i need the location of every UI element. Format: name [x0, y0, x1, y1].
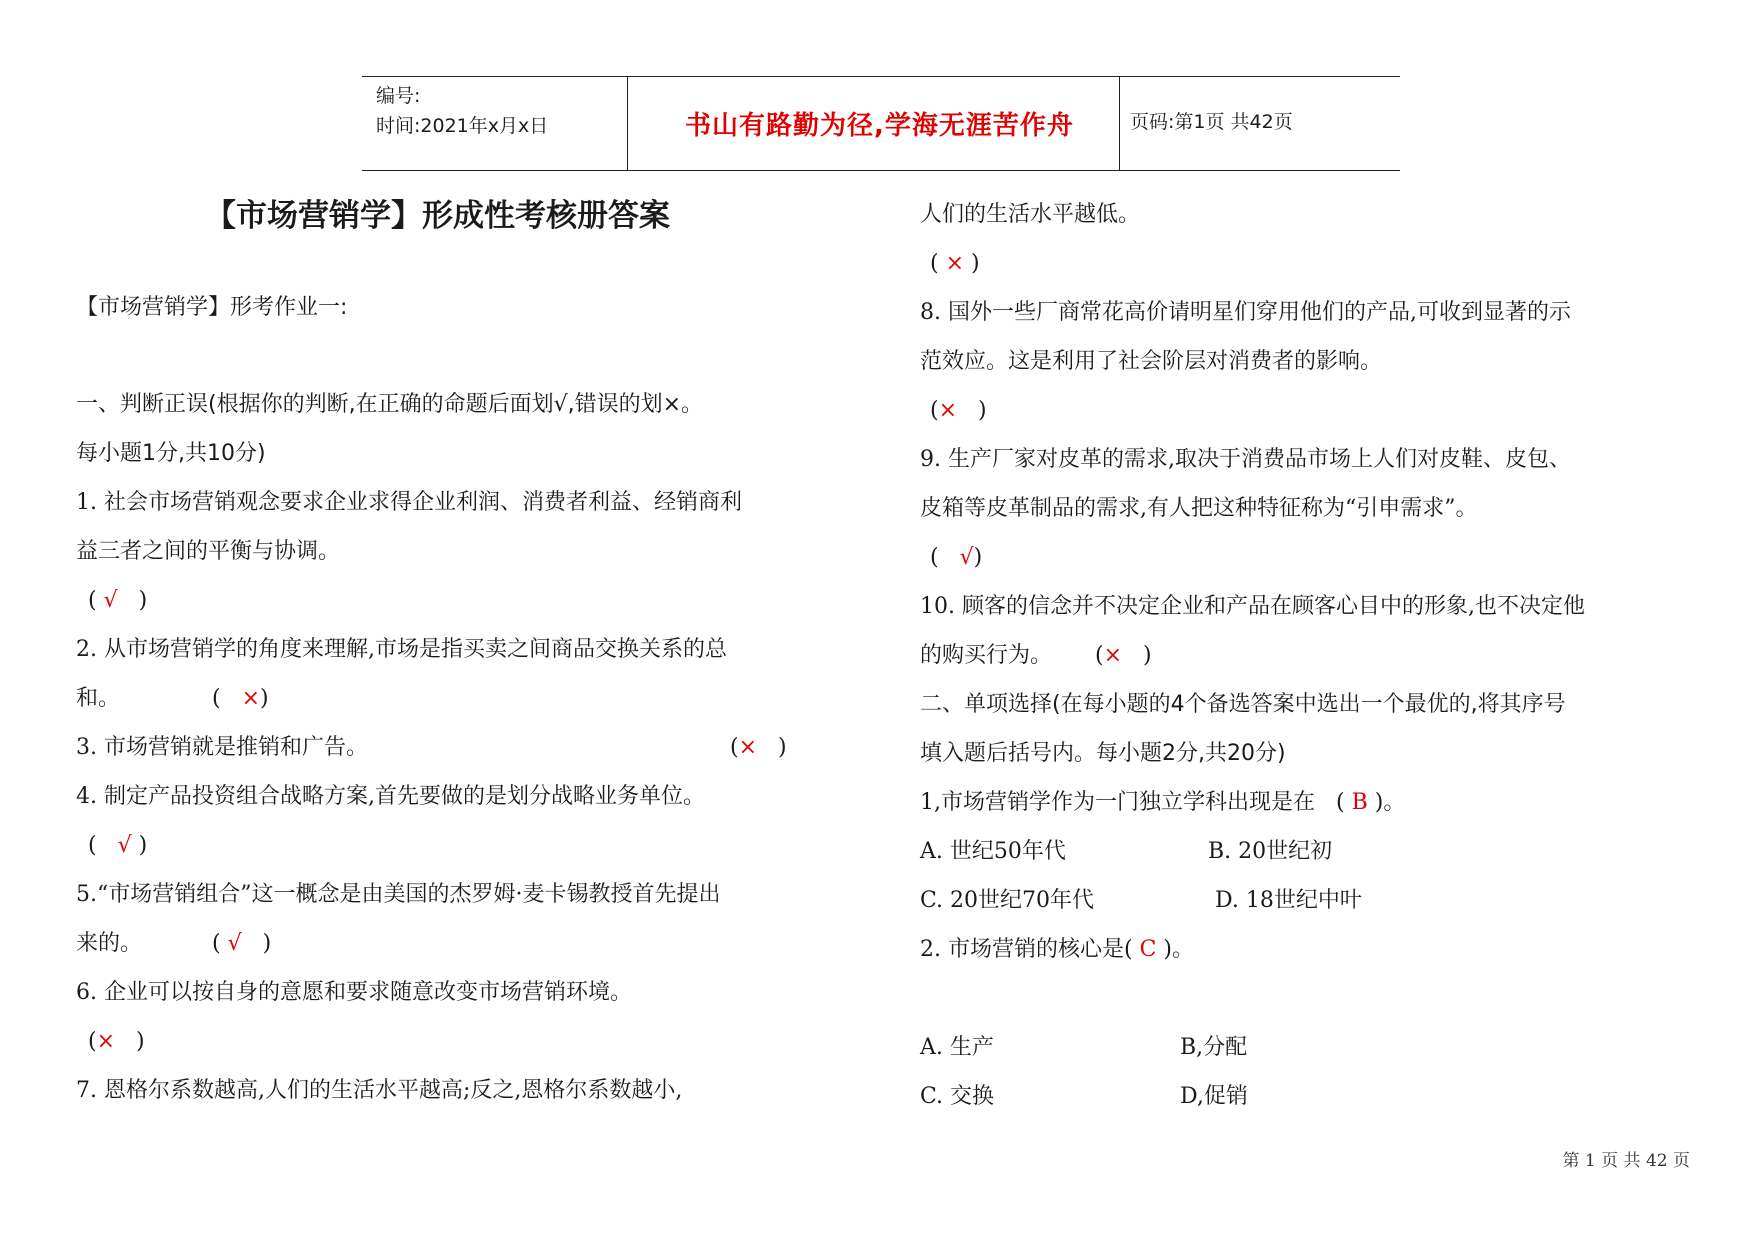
cross-mark: ×: [938, 398, 958, 423]
tf-answer-4: ( √ ): [88, 833, 148, 858]
tf-question-3: 3. 市场营销就是推销和广告。: [76, 735, 368, 760]
check-mark: √: [103, 588, 118, 613]
tf-question-9-cont: 皮箱等皮革制品的需求,有人把这种特征称为“引申需求”。: [920, 496, 1478, 521]
section2-heading-cont: 填入题后括号内。每小题2分,共20分): [920, 741, 1286, 766]
tf-question-10-cont: 的购买行为。: [920, 643, 1053, 668]
cross-mark: ×: [738, 735, 758, 760]
mc-answer-1: B: [1351, 790, 1368, 815]
tf-question-9: 9. 生产厂家对皮革的需求,取决于消费品市场上人们对皮鞋、皮包、: [920, 447, 1571, 472]
check-mark: √: [959, 545, 974, 570]
tf-question-1-cont: 益三者之间的平衡与协调。: [76, 539, 341, 564]
mc-question-1-tail: )。: [1374, 790, 1406, 815]
header-meta: [376, 81, 548, 141]
tf-answer-8: (× ): [930, 398, 987, 423]
section1-heading-cont: 每小题1分,共10分): [76, 441, 266, 466]
mc-option-1d: D. 18世纪中叶: [1215, 888, 1362, 913]
mc-option-1b: B. 20世纪初: [1208, 839, 1333, 864]
tf-answer-7: ( × ): [930, 251, 980, 276]
tf-answer-5: ( √ ): [212, 931, 272, 956]
tf-question-10: 10. 顾客的信念并不决定企业和产品在顾客心目中的形象,也不决定他: [920, 594, 1585, 619]
tf-question-4: 4. 制定产品投资组合战略方案,首先要做的是划分战略业务单位。: [76, 784, 705, 809]
header-page-label: 页码:第1页 共42页: [1130, 111, 1293, 133]
mc-option-2b: B,分配: [1180, 1035, 1248, 1060]
mc-option-2a: A. 生产: [920, 1035, 994, 1060]
page-footer: 第 1 页 共 42 页: [1562, 1151, 1690, 1171]
mc-answer-2: C: [1139, 937, 1157, 962]
tf-question-7: 7. 恩格尔系数越高,人们的生活水平越高;反之,恩格尔系数越小,: [76, 1078, 683, 1103]
tf-answer-3: (× ): [730, 735, 787, 760]
mc-question-1: 1,市场营销学作为一门独立学科出现是在 ( B )。: [920, 790, 1406, 815]
mc-question-2: [920, 925, 1194, 974]
section1-heading: 一、判断正误(根据你的判断,在正确的命题后面划√,错误的划×。: [76, 392, 704, 417]
cross-mark: ×: [1103, 643, 1123, 668]
tf-question-6: 6. 企业可以按自身的意愿和要求随意改变市场营销环境。: [76, 980, 632, 1005]
tf-question-5: 5.“市场营销组合”这一概念是由美国的杰罗姆·麦卡锡教授首先提出: [76, 882, 721, 907]
tf-answer-1: ( √ ): [88, 588, 148, 613]
assignment-heading: 【市场营销学】形考作业一:: [76, 295, 348, 320]
header-motto: 书山有路勤为径,学海无涯苦作舟: [685, 111, 1074, 141]
page-header: [362, 76, 1400, 171]
mc-question-1-stem: 1,市场营销学作为一门独立学科出现是在: [920, 790, 1315, 815]
document-number-label: 编号:: [376, 85, 421, 107]
tf-question-8-cont: 范效应。这是利用了社会阶层对消费者的影响。: [920, 349, 1383, 374]
tf-question-1: 1. 社会市场营销观念要求企业求得企业利润、消费者利益、经销商利: [76, 490, 742, 515]
tf-question-2-cont: 和。: [76, 686, 121, 711]
mc-option-1c: C. 20世纪70年代: [920, 888, 1095, 913]
header-divider: [1119, 77, 1120, 170]
tf-answer-10: (× ): [1095, 643, 1152, 668]
cross-mark: ×: [945, 251, 965, 276]
tf-question-5-cont: 来的。: [76, 931, 143, 956]
tf-answer-2: ( ×): [212, 686, 269, 711]
cross-mark: ×: [241, 686, 260, 711]
check-mark: √: [227, 931, 242, 956]
document-time-label: 时间:2021年x月x日: [376, 115, 549, 137]
tf-answer-9: ( √): [930, 545, 983, 570]
tf-question-2: 2. 从市场营销学的角度来理解,市场是指买卖之间商品交换关系的总: [76, 637, 727, 662]
mc-option-2c: C. 交换: [920, 1084, 995, 1109]
tf-answer-6: (× ): [88, 1029, 145, 1054]
mc-option-1a: A. 世纪50年代: [920, 839, 1066, 864]
tf-question-7-cont: 人们的生活水平越低。: [920, 202, 1141, 227]
cross-mark: ×: [96, 1029, 116, 1054]
check-mark: √: [117, 833, 132, 858]
document-title: 【市场营销学】形成性考核册答案: [205, 198, 670, 234]
header-divider: [627, 77, 628, 170]
mc-option-2d: D,促销: [1180, 1084, 1248, 1109]
mc-question-2-tail: )。: [1163, 937, 1195, 962]
mc-question-2-stem: 2. 市场营销的核心是(: [920, 937, 1133, 962]
section2-heading: 二、单项选择(在每小题的4个备选答案中选出一个最优的,将其序号: [920, 692, 1566, 717]
tf-question-8: 8. 国外一些厂商常花高价请明星们穿用他们的产品,可收到显著的示: [920, 300, 1571, 325]
